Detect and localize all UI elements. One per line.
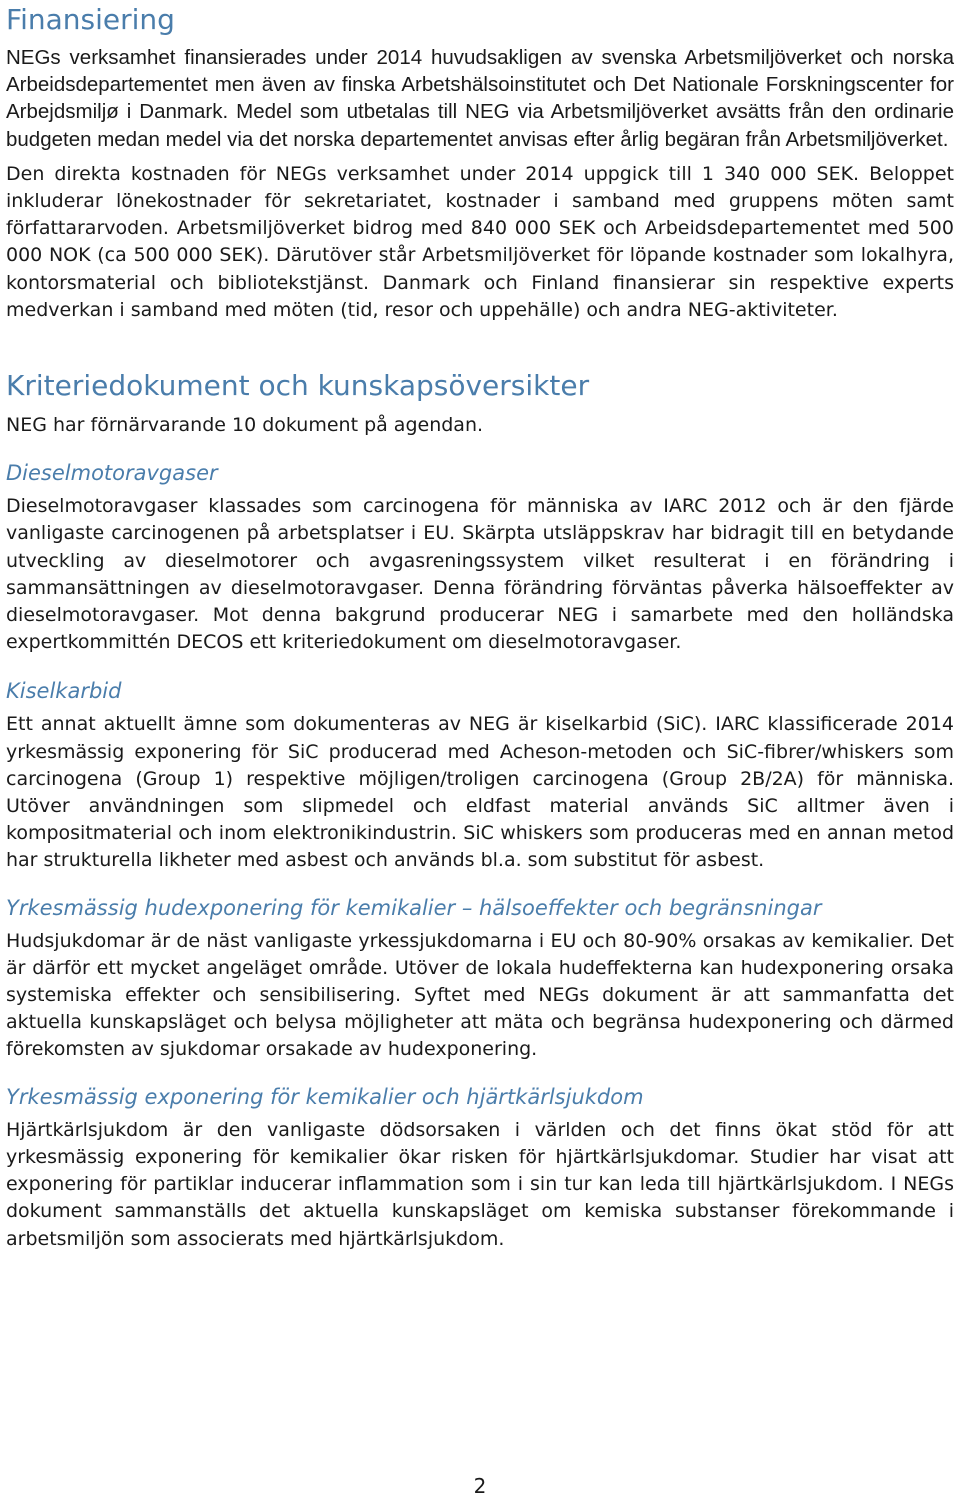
paragraph-finansiering-1: NEGs verksamhet finansierades under 2014 huvudsakligen av svenska Arbetsmiljöverket och norska Arbeidsdepartementet men även av finska Arbetshälsoinstitutet och Det Nationale Forskningscenter for Arbejdsmiljø i Danmark. Medel som utbetalas till NEG via Arbetsmiljöverket avsätts från den ordinarie budgeten medan medel via det norska departementet anvisas efter årlig begäran från Arbetsmiljöverket. bbox=[6, 46, 954, 151]
paragraph-hudexponering: Hudsjukdomar är de näst vanligaste yrkessjukdomarna i EU och 80-90% orsakas av kemikalier. Det är därför ett mycket angeläget område. Utöver de lokala hudeffekterna kan hudexponering orsaka systemiska effekter och sensibilisering. Syftet med NEGs dokument är att sammanfatta det aktuella kunskapsläget och belysa möjligheter att mäta och begränsa hudexponering och därmed förekomsten av sjukdomar orsakade av hudexponering. bbox=[6, 929, 954, 1061]
heading-kiselkarbid: Kiselkarbid bbox=[6, 679, 122, 704]
heading-finansiering: Finansiering bbox=[6, 3, 175, 36]
paragraph-hjartkarlsjukdom: Hjärtkärlsjukdom är den vanligaste dödsorsaken i världen och det finns ökat stöd för att yrkesmässig exponering för kemikalier ökar risken för hjärtkärlsjukdomar. Studier har visat att exponering för partiklar inducerar inflammation som i sin tur kan leda till hjärtkärlsjukdom. I NEGs dokument sammanställs det aktuella kunskapsläget om kemiska substanser förekommande i arbetsmiljön som associerats med hjärtkärlsjukdom. bbox=[6, 1118, 954, 1250]
heading-hjartkarlsjukdom: Yrkesmässig exponering för kemikalier och hjärtkärlsjukdom bbox=[6, 1084, 644, 1109]
heading-hudexponering: Yrkesmässig hudexponering för kemikalier – hälsoeffekter och begränsningar bbox=[6, 895, 822, 920]
heading-kriteriedokument: Kriteriedokument och kunskapsöversikter bbox=[6, 369, 590, 403]
heading-dieselmotoravgaser: Dieselmotoravgaser bbox=[6, 461, 218, 486]
paragraph-finansiering-2: Den direkta kostnaden för NEGs verksamhet under 2014 uppgick till 1 340 000 SEK. Beloppet inkluderar lönekostnader för sekretariatet, kostnader i samband med gruppens möten samt författararvoden. Arbetsmiljöverket bidrog med 840 000 SEK och Arbeidsdepartementet med 500 000 NOK (ca 500 000 SEK). Därutöver står Arbetsmiljöverket för löpande kostnader som lokalhyra, kontorsmaterial och bibliotekstjänst. Danmark och Finland finansierar sin respektive experts medverkan i samband med möten (tid, resor och uppehälle) och andra NEG-aktiviteter. bbox=[6, 162, 954, 321]
paragraph-kiselkarbid: Ett annat aktuellt ämne som dokumenteras av NEG är kiselkarbid (SiC). IARC klassificerade 2014 yrkesmässig exponering för SiC producerad med Acheson-metoden och SiC-fibrer/whiskers som carcinogena (Group 1) respektive möjligen/troligen carcinogena (Group 2B/2A) för människa. Utöver användningen som slipmedel och eldfast material används SiC alltmer även i kompositmaterial och inom elektronikindustrin. SiC whiskers som produceras med en annan metod har strukturella likheter med asbest och används bl.a. som substitut för asbest. bbox=[6, 713, 954, 872]
page-number: 2 bbox=[473, 1474, 487, 1498]
paragraph-dieselmotoravgaser: Dieselmotoravgaser klassades som carcinogena för människa av IARC 2012 och är den fjärde vanligaste carcinogenen på arbetsplatser i EU. Skärpta utsläppskrav har bidragit till en betydande utveckling av dieselmotorer och avgasreningssystem vilket resulterat i en förändring i sammansättningen av dieselmotoravgaser. Denna förändring förväntas påverka hälsoeffekter av dieselmotoravgaser. Mot denna bakgrund producerar NEG i samarbete med den holländska expertkommittén DECOS ett kriteriedokument om dieselmotoravgaser. bbox=[6, 495, 954, 654]
paragraph-kriteriedokument-intro: NEG har förnärvarande 10 dokument på agendan. bbox=[6, 414, 484, 437]
